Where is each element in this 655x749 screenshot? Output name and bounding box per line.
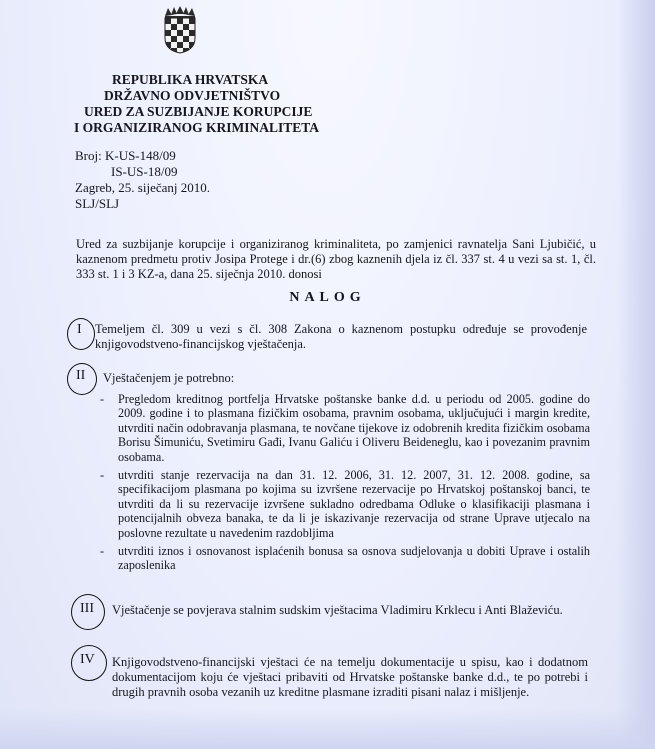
section-number: IV	[80, 652, 95, 667]
document-date: Zagreb, 25. siječanj 2010.	[75, 180, 211, 195]
page-bottom-shadow	[0, 709, 655, 749]
section-1-text: Temeljem čl. 309 u vezi s čl. 308 Zakona o kaznenom postupku određuje se provođenje knjigovodstveno-financijskog vještačenja.	[95, 322, 587, 351]
task-list	[100, 392, 590, 577]
section-number: I	[77, 322, 82, 337]
section-number: III	[80, 601, 94, 616]
section-3-text: Vještačenje se povjerava stalnim sudskim vještacima Vladimiru Krklecu i Anti Blaževiću.	[112, 603, 563, 617]
case-number: Broj: K-US-148/09	[75, 148, 176, 163]
intro-paragraph: Ured za suzbijanje korupcije i organiziranog kriminaliteta, po zamjenici ravnatelja Sani Ljubičić, u kaznenom predmetu protiv Josipa Protege i dr.(6) zbog kaznenih djela iz čl. 337 st. 4 u vezi sa st. 1, čl. 333 st. 1 i 3 KZ-a, dana 25. siječnja 2010. donosi	[76, 237, 596, 281]
header-line-4: I ORGANIZIRANOG KRIMINALITETA	[74, 120, 320, 135]
reference-block	[75, 148, 210, 212]
list-item: - utvrditi iznos i osnovanost isplaćenih bonusa sa osnova sudjelovanja u dobiti Uprave i ostalih zaposlenika	[100, 544, 590, 573]
list-item-text: utvrditi iznos i osnovanost isplaćenih bonusa sa osnova sudjelovanja u dobiti Uprave i ostalih zaposlenika	[118, 544, 590, 573]
institution-header	[74, 72, 378, 136]
page-edge-shadow	[617, 0, 655, 749]
document-title: NALOG	[289, 290, 366, 305]
list-item-text: Pregledom kreditnog portfelja Hrvatske poštanske banke d.d. u periodu od 2005. godine do 2009. godine i to plasmana fizičkim osobama, pravnim osobama, uključujući i margin kredite, utvrditi način odobravanja plasmana, te novčane tijekove iz odobrenih kredita fizičkim osobama Borisu Šimuniću, Svetimiru Gađi, Ivanu Galiću i Oliveru Beideneglu, kao i povezanim pravnim osobama.	[118, 392, 590, 464]
list-item: - utvrditi stanje rezervacija na dan 31. 12. 2006, 31. 12. 2007, 31. 12. 2008. godine, sa specifikacijom plasmana po kojima su izvršene rezervacije po Hrvatskoj poštanskoj banci, te utvrditi da li su rezervacije izvršene sukladno odredbama Odluke o klasifikaciji plasmana i potencijalnih obveza banaka, te da li je iskazivanje rezervacija od strane Uprave utjecalo na poslovne rezultate u navedenim razdobljima	[100, 468, 590, 540]
list-item-text: utvrditi stanje rezervacija na dan 31. 12. 2006, 31. 12. 2007, 31. 12. 2008. godine, sa specifikacijom plasmana po kojima su izvršene rezervacije po Hrvatskoj poštanskoj banci, te utvrditi da li su rezervacije izvršene sukladno odredbama Odluke o klasifikaciji plasmana i potencijalnih obveza banaka, te da li je iskazivanje rezervacija od strane Uprave utjecalo na poslovne rezultate u navedenim razdobljima	[118, 468, 590, 540]
header-line-3: URED ZA SUZBIJANJE KORUPCIJE	[84, 104, 313, 119]
section-4-text: Knjigovodstveno-financijski vještaci će na temelju dokumentacije u spisu, kao i dodatnom dokumentacijom koju će vještaci pribaviti od Hrvatske poštanske banke d.d., te po potrebi i drugih pravnih osoba vezanih uz kreditne plasmane izraditi pisani nalaz i mišljenje.	[112, 655, 588, 699]
section-2-text: Vještačenjem je potrebno:	[103, 371, 235, 385]
section-number: II	[76, 368, 86, 383]
croatian-coat-of-arms-icon	[162, 6, 198, 54]
header-line-1: REPUBLIKA HRVATSKA	[112, 72, 269, 87]
list-item: - Pregledom kreditnog portfelja Hrvatske poštanske banke d.d. u periodu od 2005. godine do 2009. godine i to plasmana fizičkim osobama, pravnim osobama, uključujući i margin kredite, utvrditi način odobravanja plasmana, te novčane tijekove iz odobrenih kredita fizičkim osobama Borisu Šimuniću, Svetimiru Gađi, Ivanu Galiću i Oliveru Beideneglu, kao i povezanim pravnim osobama.	[100, 392, 590, 464]
case-number-secondary: IS-US-18/09	[111, 164, 178, 179]
initials: SLJ/SLJ	[75, 196, 120, 211]
header-line-2: DRŽAVNO ODVJETNIŠTVO	[104, 88, 281, 103]
